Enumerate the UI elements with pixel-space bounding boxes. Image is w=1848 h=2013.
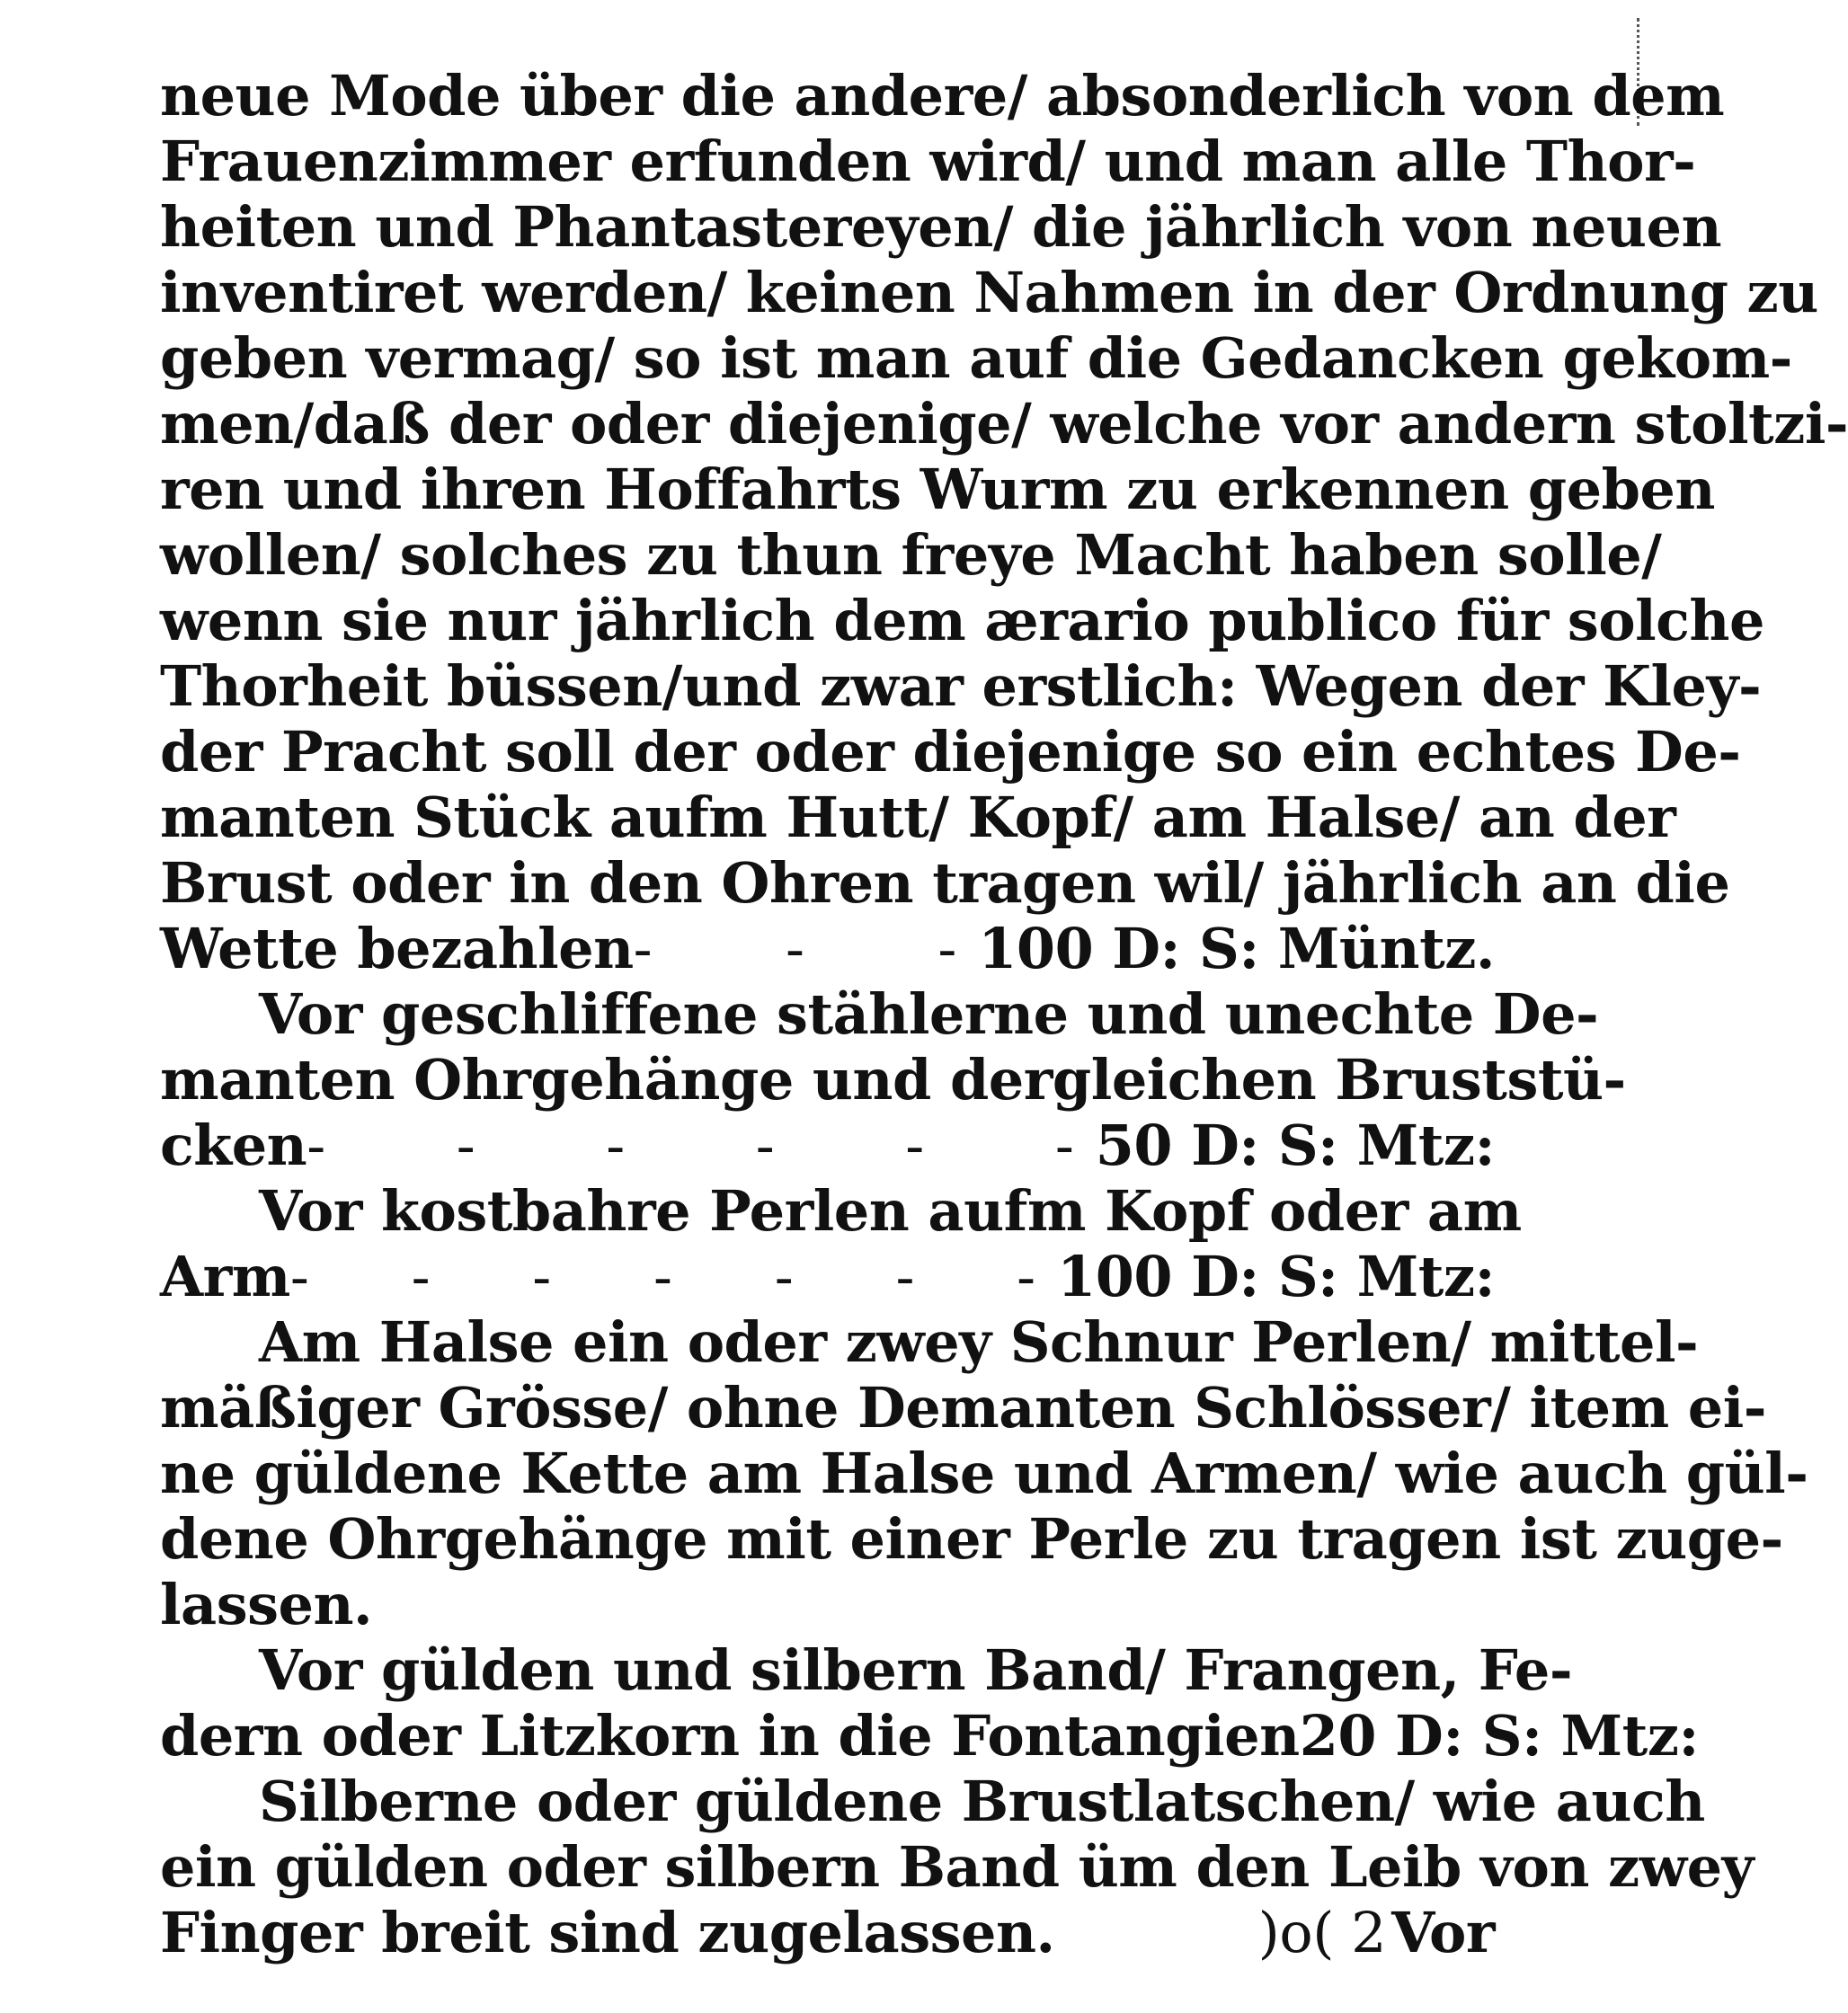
- text-line: wollen/ solches zu thun freye Macht haben solle/: [160, 522, 1662, 588]
- price-amount: 100 D: S: Mtz:: [1057, 1244, 1495, 1309]
- leader-dashes: - - - - - - -: [289, 1244, 1058, 1309]
- text-line: wenn sie nur jährlich dem ærario publico für solche: [160, 588, 1764, 653]
- price-entry-ribbons: [160, 1703, 1699, 1769]
- text-line: manten Stück aufm Hutt/ Kopf/ am Halse/ an der: [160, 785, 1676, 850]
- text-line: lassen.: [160, 1572, 373, 1637]
- text-line: der Pracht soll der oder diejenige so ein echtes De-: [160, 719, 1741, 785]
- text-line: Brust oder in den Ohren tragen wil/ jährlich an die: [160, 850, 1730, 916]
- price-entry-pearls: [160, 1244, 1495, 1309]
- leader-dashes: - - - - - -: [307, 1113, 1096, 1178]
- final-text: Finger breit sind zugelassen.: [160, 1900, 1055, 1965]
- price-label: dern oder Litzkorn in die Fontangien: [160, 1703, 1300, 1769]
- text-line: ne güldene Kette am Halse und Armen/ wie auch gül-: [160, 1441, 1808, 1506]
- leader-dashes: - - -: [633, 916, 979, 981]
- text-line: Thorheit büssen/und zwar erstlich: Wegen der Kley-: [160, 653, 1762, 719]
- price-amount: 20 D: S: Mtz:: [1299, 1703, 1699, 1769]
- text-line: Silberne oder güldene Brustlatschen/ wie auch: [259, 1769, 1705, 1834]
- price-label: cken: [160, 1113, 307, 1178]
- text-line: neue Mode über die andere/ absonderlich von dem: [160, 63, 1725, 129]
- price-entry-fake-diamonds: [160, 1113, 1495, 1178]
- catchword: Vor: [1391, 1900, 1495, 1965]
- price-amount: 100 D: S: Müntz.: [978, 916, 1495, 981]
- text-line: Vor gülden und silbern Band/ Frangen, Fe-: [259, 1637, 1573, 1703]
- text-line: geben vermag/ so ist man auf die Gedancken gekom-: [160, 325, 1792, 391]
- text-line: inventiret werden/ keinen Nahmen in der Ordnung zu: [160, 260, 1818, 325]
- price-label: Arm: [160, 1244, 290, 1309]
- text-line: dene Ohrgehänge mit einer Perle zu tragen ist zuge-: [160, 1506, 1783, 1572]
- price-entry-diamonds: [160, 916, 1495, 981]
- price-label: Wette bezahlen: [160, 916, 634, 981]
- text-line: men/daß der oder diejenige/ welche vor andern stoltzi-: [160, 391, 1848, 457]
- text-line: heiten und Phantastereyen/ die jährlich von neuen: [160, 194, 1722, 260]
- price-amount: 50 D: S: Mtz:: [1095, 1113, 1495, 1178]
- text-line: manten Ohrgehänge und dergleichen Bruststü-: [160, 1047, 1626, 1113]
- text-line: mäßiger Grösse/ ohne Demanten Schlösser/ item ei-: [160, 1375, 1767, 1441]
- text-line: ein gülden oder silbern Band üm den Leib von zwey: [160, 1834, 1755, 1900]
- footer-line: [160, 1900, 1495, 1965]
- text-line: Frauenzimmer erfunden wird/ und man alle Thor-: [160, 129, 1696, 194]
- text-line: Vor kostbahre Perlen aufm Kopf oder am: [259, 1178, 1522, 1244]
- signature-mark: )o( 2: [1257, 1900, 1387, 1965]
- text-line: ren und ihren Hoffahrts Wurm zu erkennen geben: [160, 457, 1715, 522]
- text-line: Am Halse ein oder zwey Schnur Perlen/ mittel-: [259, 1309, 1699, 1375]
- body-text: [160, 63, 1848, 1965]
- text-line: Vor geschliffene stählerne und unechte De-: [259, 981, 1599, 1047]
